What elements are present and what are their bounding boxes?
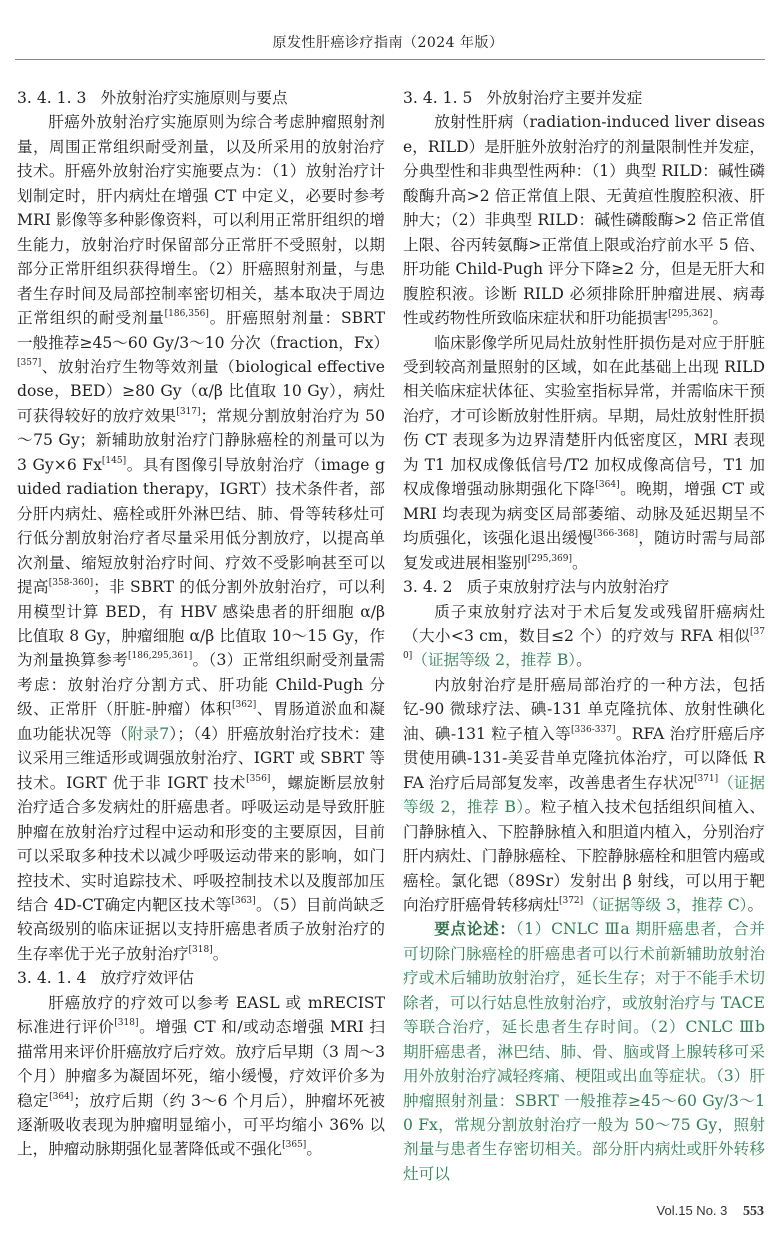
right-column bbox=[403, 86, 765, 1186]
citation-reference[interactable]: [365] bbox=[282, 1140, 307, 1151]
citation-reference[interactable]: [366-368] bbox=[593, 529, 638, 540]
paragraph-text: ）；（4）肝癌放射治疗技术：建议采用三维适形或调强放射治疗、IGRT 或 SBRT 等技术。IGRT 优于非 IGRT 技术 bbox=[17, 724, 385, 792]
paragraph-text: 。 bbox=[306, 1140, 322, 1159]
key-points-paragraph bbox=[403, 917, 765, 1186]
section-title: 质子束放射疗法与内放射治疗 bbox=[466, 578, 670, 597]
page-footer bbox=[0, 1186, 776, 1239]
evidence-link[interactable]: （证据等级 2，推荐 B） bbox=[412, 651, 577, 670]
paragraph-text: 、放射治疗生物等效剂量（biological effective dose，BED）≥80 Gy（α/β 比值取 10 Gy），病灶可获得较好的放疗效果 bbox=[17, 357, 385, 425]
paragraph-text: 临床影像学所见局灶放射性肝损伤是对应于肝脏受到较高剂量照射的区域，如在此基础上出现 RILD 相关临床症状体征、实验室指标异常，并需临床干预治疗，才可诊断放射性肝病。早期，局灶放射性肝损伤 CT 表现多为边界清楚肝内低密度区，MRI 表现为 T1 加权成像低信号/T2 加权成像高信号，T1 加权成像增强动脉期强化下降 bbox=[403, 333, 765, 499]
paragraph-text: ，随访时需与局部复发或进展相鉴别 bbox=[403, 529, 765, 572]
key-points-text: （1）CNLC Ⅲa 期肝癌患者，合并可切除门脉癌栓的肝癌患者可以行术前新辅助放射治疗或术后辅助放射治疗，延长生存；对于不能手术切除者，可以行姑息性放射治疗，或放射治疗与 TACE 等联合治疗，延长患者生存时间。（2）CNLC Ⅲb 期肝癌患者，淋巴结、肺、骨、脑或肾上腺转移可采用外放射治疗减轻疼痛、梗阻或出血等症状。（3）肝肿瘤照射剂量：SBRT 一般推荐≥45～60 Gy/3～10 Fx，常规分割放射治疗一般为 50～75 Gy，照射剂量与患者生存密切相关。部分肝内病灶或肝外转移灶可以 bbox=[403, 920, 765, 1183]
paragraph-text: ；非 SBRT 的低分割外放射治疗，可以利用模型计算 BED，有 HBV 感染患者的肝细胞 α/β 比值取 8 Gy，肿瘤细胞 α/β 比值取 10～15 Gy，作为剂量换算参考 bbox=[17, 578, 385, 670]
citation-reference[interactable]: [364] bbox=[595, 480, 620, 491]
body-paragraph bbox=[17, 110, 390, 966]
paragraph-text: 。 bbox=[576, 651, 592, 670]
citation-reference[interactable]: [356] bbox=[246, 773, 271, 784]
body-paragraph bbox=[403, 110, 765, 330]
citation-reference[interactable]: [362] bbox=[232, 700, 257, 711]
section-number: 3. 4. 1. 5 bbox=[403, 89, 473, 107]
citation-reference[interactable]: [357] bbox=[17, 357, 42, 368]
body-paragraph bbox=[403, 331, 765, 576]
section-heading bbox=[403, 575, 765, 599]
two-column-body bbox=[0, 86, 776, 1186]
paragraph-text: ；常规分割放射治疗为 50～75 Gy；新辅助放射治疗门静脉癌栓的剂量可以为 3 Gy×6 Fx bbox=[17, 406, 385, 474]
section-number: 3. 4. 1. 4 bbox=[17, 969, 87, 988]
body-paragraph bbox=[17, 991, 385, 1162]
citation-reference[interactable]: [295,362] bbox=[668, 309, 713, 320]
paragraph-text: 。晚期，增强 CT 或 MRI 均表现为病变区局部萎缩、动脉及延迟期呈不均质强化，该强化退出缓慢 bbox=[403, 480, 765, 548]
citation-reference[interactable]: [372] bbox=[558, 895, 584, 906]
journal-volume: Vol.15 No. 3 bbox=[656, 1203, 728, 1219]
citation-reference[interactable]: [186,295,361] bbox=[128, 651, 193, 662]
section-number: 3. 4. 2 bbox=[403, 578, 453, 597]
citation-reference[interactable]: [371] bbox=[693, 773, 719, 784]
paragraph-text: 。粒子植入技术包括组织间植入、门静脉植入、下腔静脉植入和胆道内植入，分别治疗肝内病灶、门静脉癌栓、下腔静脉癌栓和胆管内癌或癌栓。氯化锶（89Sr）发射出 β 射线，可以用于靶向治疗肝癌骨转移病灶 bbox=[403, 798, 765, 914]
citation-reference[interactable]: [318] bbox=[188, 944, 213, 955]
paragraph-text: 肝癌外放射治疗实施原则为综合考虑肿瘤照射剂量，周围正常组织耐受剂量，以及所采用的放射治疗技术。肝癌外放射治疗实施要点为：（1）放射治疗计划制定时，肝内病灶在增强 CT 中定义，必要时参考 MRI 影像等多种影像资料，可以利用正常肝组织的增生能力，放射治疗时保留部分正常肝不受照射，以期部分正常肝组织获得增生。（2）肝癌照射剂量，与患者生存时间及局部控制率密切相关，基本取决于周边正常组织的耐受剂量 bbox=[17, 113, 385, 328]
paragraph-text: ，螺旋断层放射治疗适合多发病灶的肝癌患者。呼吸运动是导致肝脏肿瘤在放射治疗过程中运动和形变的主要原因，目前可以采取多种技术以减少呼吸运动带来的影响，如门控技术、实时追踪技术、呼吸控制技术以及腹部加压结合 4D-CT确定内靶区技术等 bbox=[17, 773, 385, 914]
paragraph-text: 。（5）目前尚缺乏较高级别的临床证据以支持肝癌患者质子放射治疗的生存率优于光子放射治疗 bbox=[17, 895, 385, 963]
paragraph-text: 。具有图像引导放射治疗（image guided radiation therapy，IGRT）技术条件者，部分肝内病灶、癌栓或肝外淋巴结、肺、骨等转移灶可行低分割放射治疗者尽量采用低分割放疗，以提高单次剂量、缩短放射治疗时间、疗效不受影响甚至可以提高 bbox=[17, 455, 385, 597]
paragraph-text: 肝癌放疗的疗效可以参考 EASL 或 mRECIST 标准进行评价 bbox=[17, 993, 385, 1037]
citation-reference[interactable]: [318] bbox=[114, 1018, 139, 1029]
paragraph-text: 。RFA 治疗肝癌后序贯使用碘-131-美妥昔单克隆抗体治疗，可以降低 RFA 治疗后局部复发率，改善患者生存状况 bbox=[403, 724, 765, 792]
running-title: 原发性肝癌诊疗指南（2024 年版） bbox=[272, 35, 504, 51]
section-title: 外放射治疗实施原则与要点 bbox=[100, 89, 288, 107]
section-number: 3. 4. 1. 3 bbox=[17, 89, 87, 107]
paragraph-text: 。 bbox=[572, 553, 588, 572]
section-heading bbox=[17, 966, 385, 990]
paragraph-text: 放射性肝病（radiation-induced liver disease，RILD）是肝脏外放射治疗的剂量限制性并发症，分典型性和非典型性两种：（1）典型 RILD：碱性磷酸酶升高>2 倍正常值上限、无黄疸性腹腔积液、肝肿大；（2）非典型 RILD：碱性磷酸酶>2 倍正常值上限、谷丙转氨酶>正常值上限或治疗前水平 5 倍、肝功能 Child-Pugh 评分下降≥2 分，但是无肝大和腹腔积液。诊断 RILD 必须排除肝肿瘤进展、病毒性或药物性所致临床症状和肝功能损害 bbox=[403, 113, 765, 328]
citation-reference[interactable]: [370] bbox=[403, 626, 765, 662]
citation-reference[interactable]: [336-337] bbox=[571, 724, 616, 735]
citation-reference[interactable]: [186,356] bbox=[164, 309, 209, 320]
paragraph-text: 。增强 CT 和/或动态增强 MRI 扫描常用来评价肝癌放疗后疗效。放疗后早期（3 周～3 个月）肿瘤多为凝固坏死，缩小缓慢，疗效评价多为稳定 bbox=[17, 1018, 385, 1110]
paragraph-text: 内放射治疗是肝癌局部治疗的一种方法，包括钇-90 微球疗法、碘-131 单克隆抗体、放射性碘化油、碘-131 粒子植入等 bbox=[403, 675, 765, 743]
evidence-link[interactable]: 附录7 bbox=[127, 724, 170, 743]
paragraph-text: 。（3）正常组织耐受剂量需考虑：放射治疗分割方式、肝功能 Child-Pugh 分级、正常肝（肝脏-肿瘤）体积 bbox=[17, 651, 385, 719]
paragraph-text: 。 bbox=[212, 944, 229, 963]
page-number: 553 bbox=[743, 1204, 764, 1220]
citation-reference[interactable]: [364] bbox=[49, 1091, 74, 1102]
paragraph-text: 、胃肠道淤血和凝血功能状况等（ bbox=[17, 700, 385, 743]
evidence-link[interactable]: （证据等级 2，推荐 B） bbox=[403, 773, 765, 817]
paragraph-text: ；放疗后期（约 3～6 个月后），肿瘤坏死被逐渐吸收表现为肿瘤明显缩小，可平均缩小 36% 以上，肿瘤动脉期强化显著降低或不强化 bbox=[17, 1091, 385, 1159]
paragraph-text: 。肝癌照射剂量：SBRT 一般推荐≥45～60 Gy/3～10 分次（fraction，Fx） bbox=[17, 309, 390, 352]
body-paragraph bbox=[403, 673, 765, 918]
citation-reference[interactable]: [145] bbox=[101, 455, 127, 466]
header-rule bbox=[15, 59, 765, 60]
key-points-label: 要点论述： bbox=[434, 919, 516, 939]
paragraph-text: 。 bbox=[712, 309, 728, 328]
body-paragraph bbox=[403, 600, 765, 673]
left-column bbox=[17, 86, 390, 1186]
paragraph-text: 质子束放射疗法对于术后复发或残留肝癌病灶（大小<3 cm，数目≤2 个）的疗效与 RFA 相似 bbox=[403, 602, 765, 645]
citation-reference[interactable]: [295,369] bbox=[527, 553, 573, 564]
section-heading bbox=[17, 86, 385, 110]
citation-reference[interactable]: [363] bbox=[231, 895, 256, 906]
citation-reference[interactable]: [317] bbox=[176, 406, 201, 417]
section-title: 外放射治疗主要并发症 bbox=[486, 89, 643, 107]
section-heading bbox=[403, 86, 765, 110]
citation-reference[interactable]: [358-360] bbox=[48, 578, 94, 589]
evidence-link[interactable]: （证据等级 3，推荐 C） bbox=[583, 895, 748, 914]
paragraph-text: 。 bbox=[747, 895, 764, 914]
section-title: 放疗疗效评估 bbox=[100, 969, 195, 988]
